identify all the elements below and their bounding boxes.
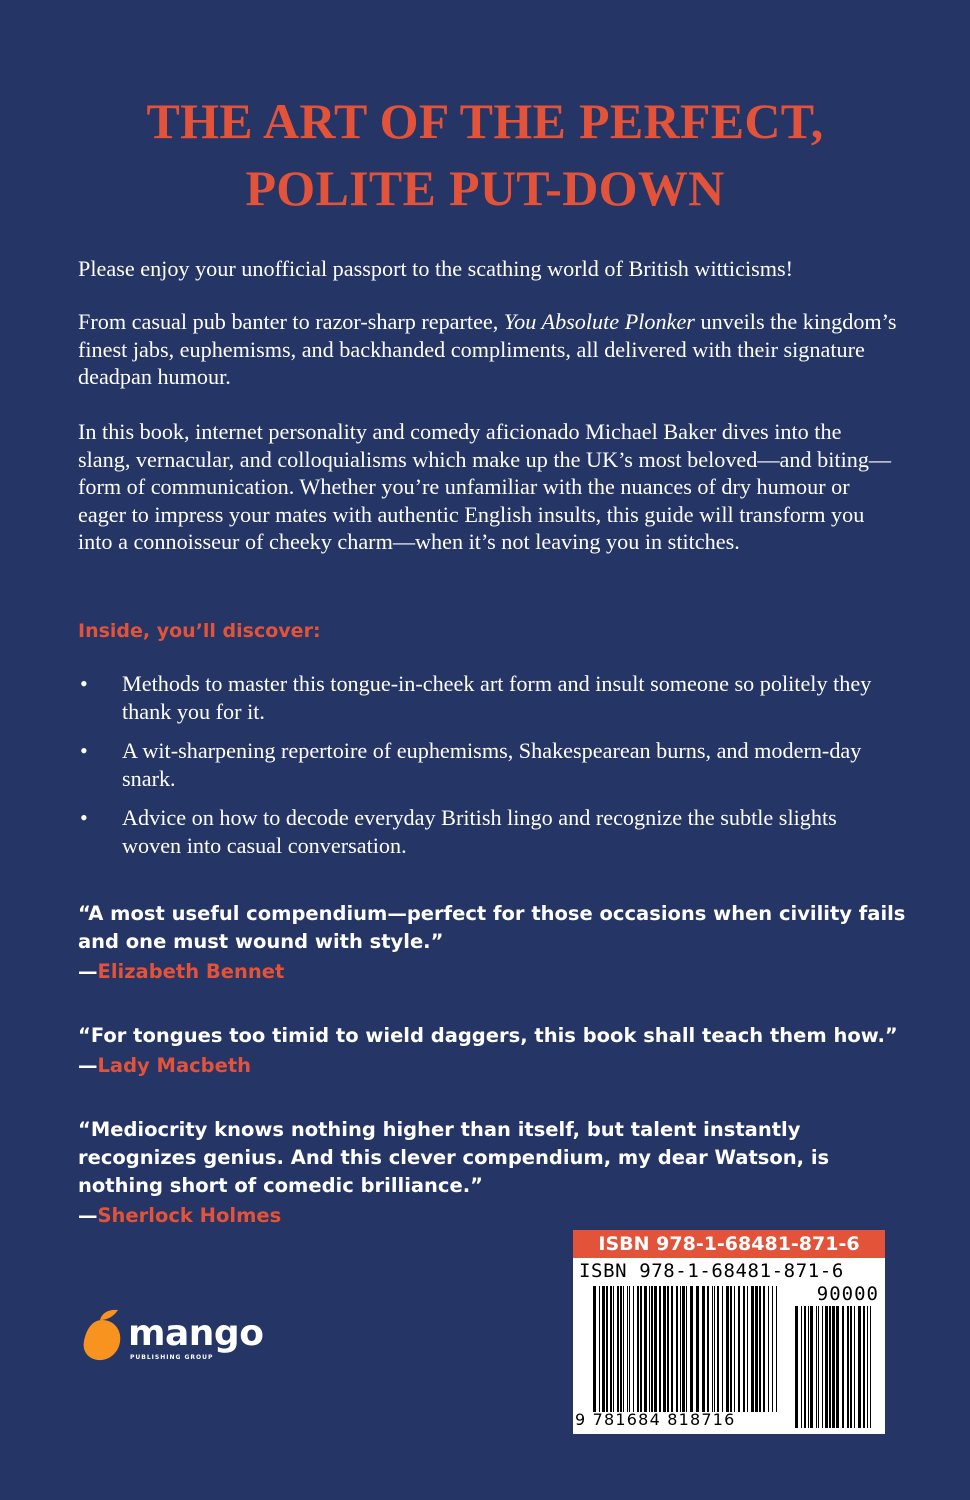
attribution-dash: —: [78, 1204, 98, 1227]
bullet-dot: •: [80, 671, 88, 696]
mango-icon: [80, 1308, 124, 1362]
publisher-logo: [80, 1308, 280, 1368]
isbn-ocr-text: ISBN 978-1-68481-871-6: [579, 1260, 844, 1282]
barcode-digits: 9 781684 818716: [575, 1410, 736, 1429]
testimonial-author: Lady Macbeth: [97, 1054, 252, 1077]
attribution-dash: —: [78, 1054, 98, 1077]
barcode-panel: [573, 1230, 885, 1434]
feature-item-text: A wit-sharpening repertoire of euphemisms, Shakespearean burns, and modern-day snark.: [122, 738, 862, 791]
testimonial-author: Sherlock Holmes: [97, 1204, 282, 1227]
intro-paragraph-1: Please enjoy your unofficial passport to the scathing world of British witticisms!: [78, 256, 794, 281]
headline: [0, 88, 970, 222]
isbn-label: ISBN 978-1-68481-871-6: [573, 1230, 885, 1258]
testimonial-attribution: [78, 958, 908, 986]
testimonial-3: [78, 1116, 908, 1230]
intro-p2-before: From casual pub banter to razor-sharp repartee,: [78, 309, 504, 334]
feature-item: [78, 804, 898, 859]
feature-item: [78, 670, 898, 725]
feature-item: [78, 737, 898, 792]
testimonial-attribution: [78, 1052, 908, 1080]
publisher-subtitle: PUBLISHING GROUP: [130, 1354, 214, 1361]
testimonial-1: [78, 900, 908, 986]
book-title: You Absolute Plonker: [503, 309, 695, 334]
intro-p2-after: unveils the kingdom’s finest jabs, euphemisms, and backhanded compliments, all delivered with their signature deadpan humour.: [78, 309, 897, 389]
feature-list: [78, 670, 898, 871]
headline-line-2: POLITE PUT-DOWN: [245, 160, 725, 216]
headline-line-1: THE ART OF THE PERFECT,: [146, 93, 824, 149]
testimonial-text: “For tongues too timid to wield daggers, this book shall teach them how.”: [78, 1024, 898, 1047]
attribution-dash: —: [78, 960, 98, 983]
testimonial-attribution: [78, 1202, 908, 1230]
barcode-bars: [573, 1230, 885, 1434]
testimonial-author: Elizabeth Bennet: [97, 960, 285, 983]
publisher-name: mango: [128, 1313, 264, 1354]
price-code: 90000: [816, 1283, 879, 1305]
intro-paragraph-2: [78, 308, 898, 391]
feature-item-text: Advice on how to decode everyday British lingo and recognize the subtle slights woven into casual conversation.: [122, 805, 837, 858]
inside-heading: Inside, you’ll discover:: [78, 620, 321, 642]
intro-paragraph-3: In this book, internet personality and comedy aficionado Michael Baker dives into the slang, vernacular, and colloquialisms which make up the UK’s most beloved—and biting—form of communication. Whether you’re unfamiliar with the nuances of dry humour or eager to impress your mates with authentic English insults, this guide will transform you into a connoisseur of cheeky charm—when it’s not leaving you in stitches.: [78, 419, 892, 554]
testimonial-2: [78, 1022, 908, 1080]
feature-item-text: Methods to master this tongue-in-cheek art form and insult someone so politely they thank you for it.: [122, 671, 872, 724]
testimonial-text: “Mediocrity knows nothing higher than itself, but talent instantly recognizes genius. And this clever compendium, my dear Watson, is nothing short of comedic brilliance.”: [78, 1118, 830, 1197]
testimonial-text: “A most useful compendium—perfect for those occasions when civility fails and one must wound with style.”: [78, 902, 906, 953]
bullet-dot: •: [80, 805, 88, 830]
bullet-dot: •: [80, 738, 88, 763]
